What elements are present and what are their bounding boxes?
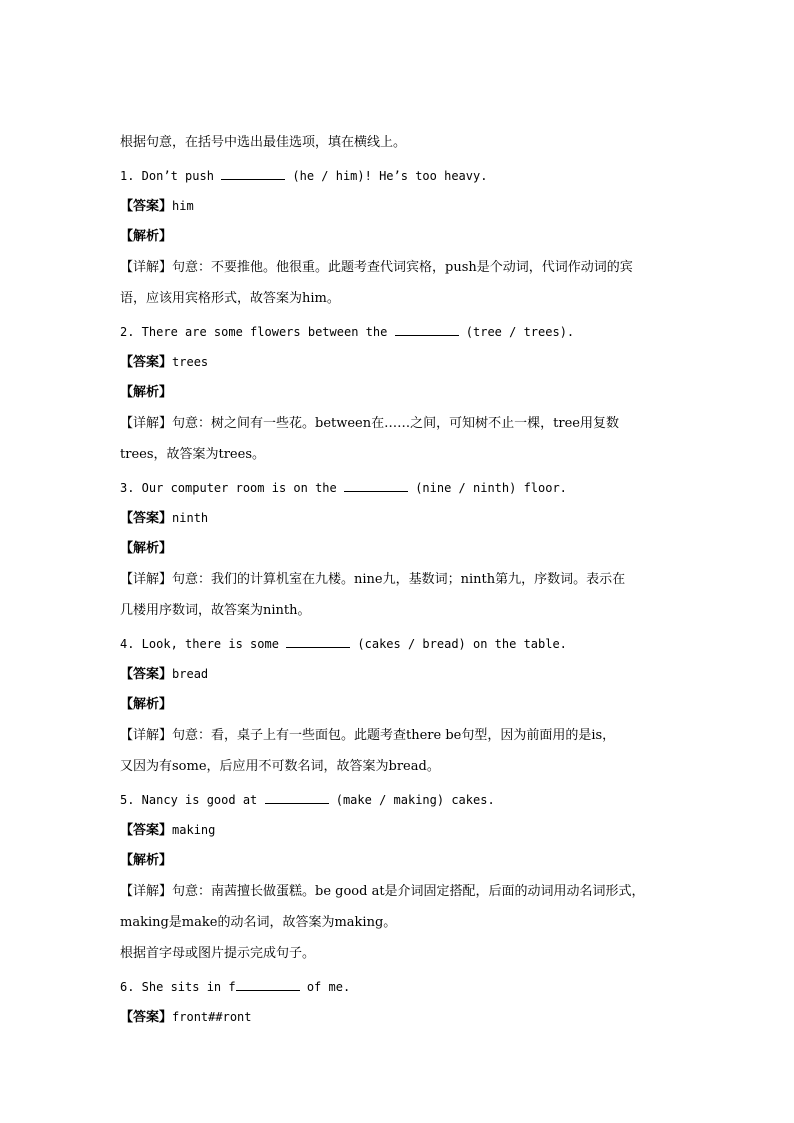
detail-5-line-2: making是make的动名词，故答案为making。 [120, 915, 397, 930]
question-2 [120, 323, 574, 341]
answer-tag: 【答案】 [120, 1010, 173, 1025]
detail-1-line-1: 【详解】句意：不要推他。他很重。此题考查代词宾格，push是个动词，代词作动词的宾 [120, 260, 633, 275]
detail-2-line-1: 【详解】句意：树之间有一些花。between在……之间，可知树不止一棵，tree用复数 [120, 416, 619, 431]
question-4 [120, 635, 567, 653]
analysis-tag-3: 【解析】 [120, 541, 173, 556]
answer-value: making [172, 823, 216, 837]
question-1-text-post: (he / him)! He’s too heavy. [285, 169, 488, 183]
answer-blank-1[interactable] [221, 168, 285, 180]
analysis-tag-1: 【解析】 [120, 229, 173, 244]
answer-tag: 【答案】 [120, 199, 173, 214]
answer-5 [120, 821, 215, 839]
answer-value: bread [172, 667, 209, 681]
question-5-text-post: (make / making) cakes. [328, 793, 495, 807]
question-3 [120, 479, 567, 497]
answer-blank-5[interactable] [265, 792, 329, 804]
question-4-text-post: (cakes / bread) on the table. [350, 637, 567, 651]
answer-blank-6[interactable] [236, 979, 300, 991]
answer-tag: 【答案】 [120, 823, 173, 838]
detail-4-line-1: 【详解】句意：看，桌子上有一些面包。此题考查there be句型，因为前面用的是is， [120, 728, 616, 743]
answer-blank-3[interactable] [344, 480, 408, 492]
analysis-tag-2: 【解析】 [120, 385, 173, 400]
question-4-text-pre: 4. Look, there is some [120, 637, 287, 651]
question-3-text-post: (nine / ninth) floor. [407, 481, 567, 495]
answer-2 [120, 353, 208, 371]
answer-value: trees [172, 355, 209, 369]
analysis-tag-5: 【解析】 [120, 853, 173, 868]
answer-value: front##ront [172, 1010, 252, 1024]
detail-3-line-2: 几楼用序数词，故答案为ninth。 [120, 603, 311, 618]
answer-1 [120, 197, 194, 215]
question-3-text-pre: 3. Our computer room is on the [120, 481, 344, 495]
question-1-text-pre: 1. Don’t push [120, 169, 222, 183]
answer-6 [120, 1008, 252, 1026]
answer-value: ninth [172, 511, 209, 525]
section-instruction-2: 根据首字母或图片提示完成句子。 [120, 946, 316, 961]
question-2-text-pre: 2. There are some flowers between the [120, 325, 395, 339]
question-2-text-post: (tree / trees). [458, 325, 575, 339]
detail-5-line-1: 【详解】句意：南茜擅长做蛋糕。be good at是介词固定搭配，后面的动词用动名词形式， [120, 884, 645, 899]
answer-tag: 【答案】 [120, 667, 173, 682]
detail-1-line-2: 语，应该用宾格形式，故答案为him。 [120, 291, 340, 306]
question-6-text-pre: 6. She sits in f [120, 980, 236, 994]
detail-4-line-2: 又因为有some，后应用不可数名词，故答案为bread。 [120, 759, 440, 774]
section-instruction: 根据句意，在括号中选出最佳选项，填在横线上。 [120, 135, 407, 150]
detail-2-line-2: trees，故答案为trees。 [120, 447, 265, 462]
detail-3-line-1: 【详解】句意：我们的计算机室在九楼。nine九，基数词；ninth第九，序数词。表示在 [120, 572, 626, 587]
answer-3 [120, 509, 208, 527]
question-5 [120, 791, 495, 809]
question-5-text-pre: 5. Nancy is good at [120, 793, 265, 807]
question-6-text-post: of me. [299, 980, 351, 994]
answer-blank-2[interactable] [395, 324, 459, 336]
question-1 [120, 167, 487, 185]
answer-4 [120, 665, 208, 683]
analysis-tag-4: 【解析】 [120, 697, 173, 712]
answer-value: him [172, 199, 194, 213]
answer-blank-4[interactable] [286, 636, 350, 648]
answer-tag: 【答案】 [120, 355, 173, 370]
answer-tag: 【答案】 [120, 511, 173, 526]
question-6 [120, 978, 350, 996]
